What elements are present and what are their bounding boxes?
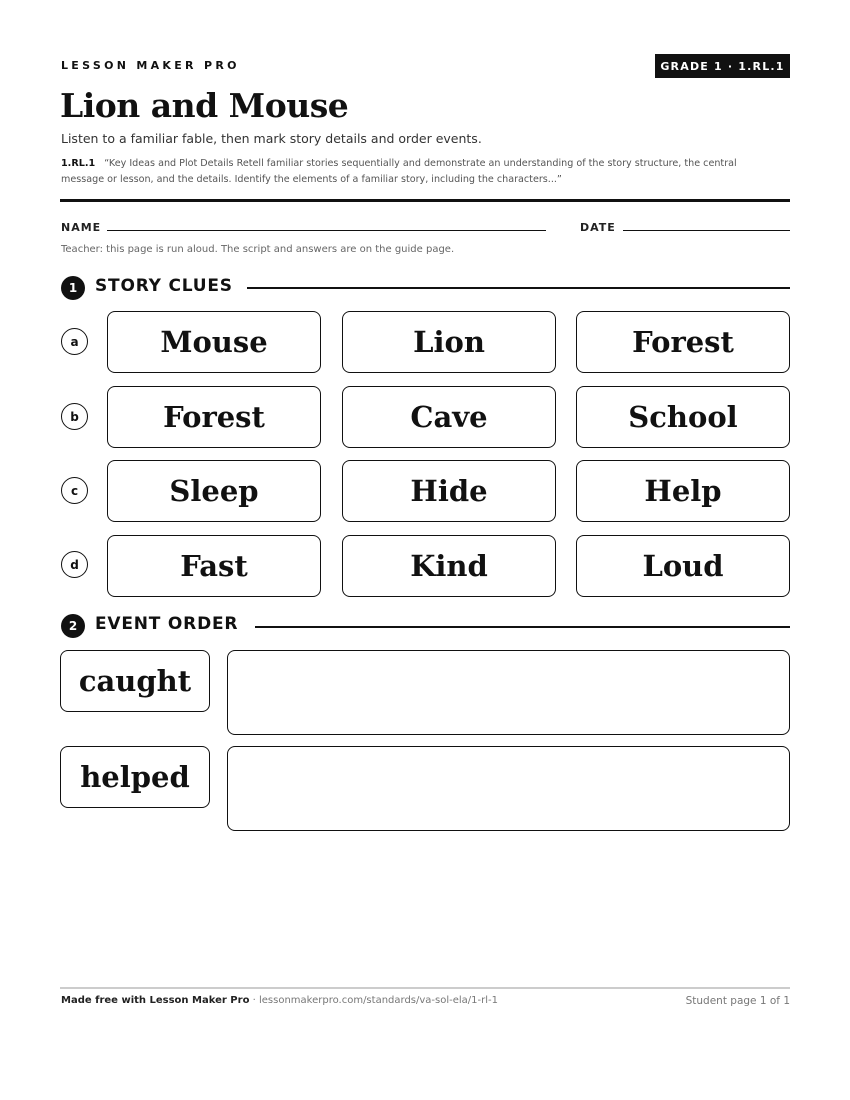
event-answer-box[interactable]: [227, 746, 790, 831]
word-card[interactable]: Help: [576, 460, 790, 522]
footer-page-indicator: Student page 1 of 1: [685, 995, 790, 1007]
event-word-card[interactable]: helped: [60, 746, 210, 808]
section-2-title: EVENT ORDER: [95, 614, 239, 634]
word-card[interactable]: Lion: [342, 311, 556, 373]
date-write-line[interactable]: [623, 230, 790, 231]
section-2-number: 2: [61, 614, 85, 638]
name-write-line[interactable]: [107, 230, 546, 231]
word-card[interactable]: School: [576, 386, 790, 448]
teacher-note: Teacher: this page is run aloud. The script and answers are on the guide page.: [61, 244, 455, 255]
row-letter-b: b: [61, 403, 88, 430]
footer-credit: [61, 995, 498, 1006]
word-card[interactable]: Mouse: [107, 311, 321, 373]
word-card[interactable]: Cave: [342, 386, 556, 448]
page-title: Lion and Mouse: [60, 86, 349, 125]
word-card[interactable]: Kind: [342, 535, 556, 597]
event-answer-box[interactable]: [227, 650, 790, 735]
row-letter-c: c: [61, 477, 88, 504]
standard-text: [61, 156, 781, 188]
footer-divider: [60, 987, 790, 989]
date-label: DATE: [580, 221, 616, 234]
word-card[interactable]: Forest: [107, 386, 321, 448]
standard-description: “Key Ideas and Plot Details Retell familiar stories sequentially and demonstrate an understanding of the story structure, the central message or lesson, and the details. Identify the elements of a familiar story, including the characters...”: [61, 158, 737, 185]
header-divider: [60, 199, 790, 202]
word-card[interactable]: Sleep: [107, 460, 321, 522]
section-1-title: STORY CLUES: [95, 276, 233, 296]
word-card[interactable]: Hide: [342, 460, 556, 522]
brand-label: LESSON MAKER PRO: [61, 59, 240, 72]
word-card[interactable]: Loud: [576, 535, 790, 597]
word-card[interactable]: Fast: [107, 535, 321, 597]
word-card[interactable]: Forest: [576, 311, 790, 373]
section-1-rule: [247, 287, 790, 289]
page-subtitle: Listen to a familiar fable, then mark story details and order events.: [61, 131, 482, 146]
footer-made-with: Made free with Lesson Maker Pro: [61, 995, 250, 1006]
row-letter-d: d: [61, 551, 88, 578]
footer-url[interactable]: · lessonmakerpro.com/standards/va-sol-ela/1-rl-1: [249, 995, 498, 1006]
section-2-rule: [255, 626, 790, 628]
section-1-number: 1: [61, 276, 85, 300]
grade-badge: GRADE 1 · 1.RL.1: [655, 54, 790, 78]
row-letter-a: a: [61, 328, 88, 355]
name-label: NAME: [61, 221, 102, 234]
event-word-card[interactable]: caught: [60, 650, 210, 712]
standard-code: 1.RL.1: [61, 158, 96, 169]
